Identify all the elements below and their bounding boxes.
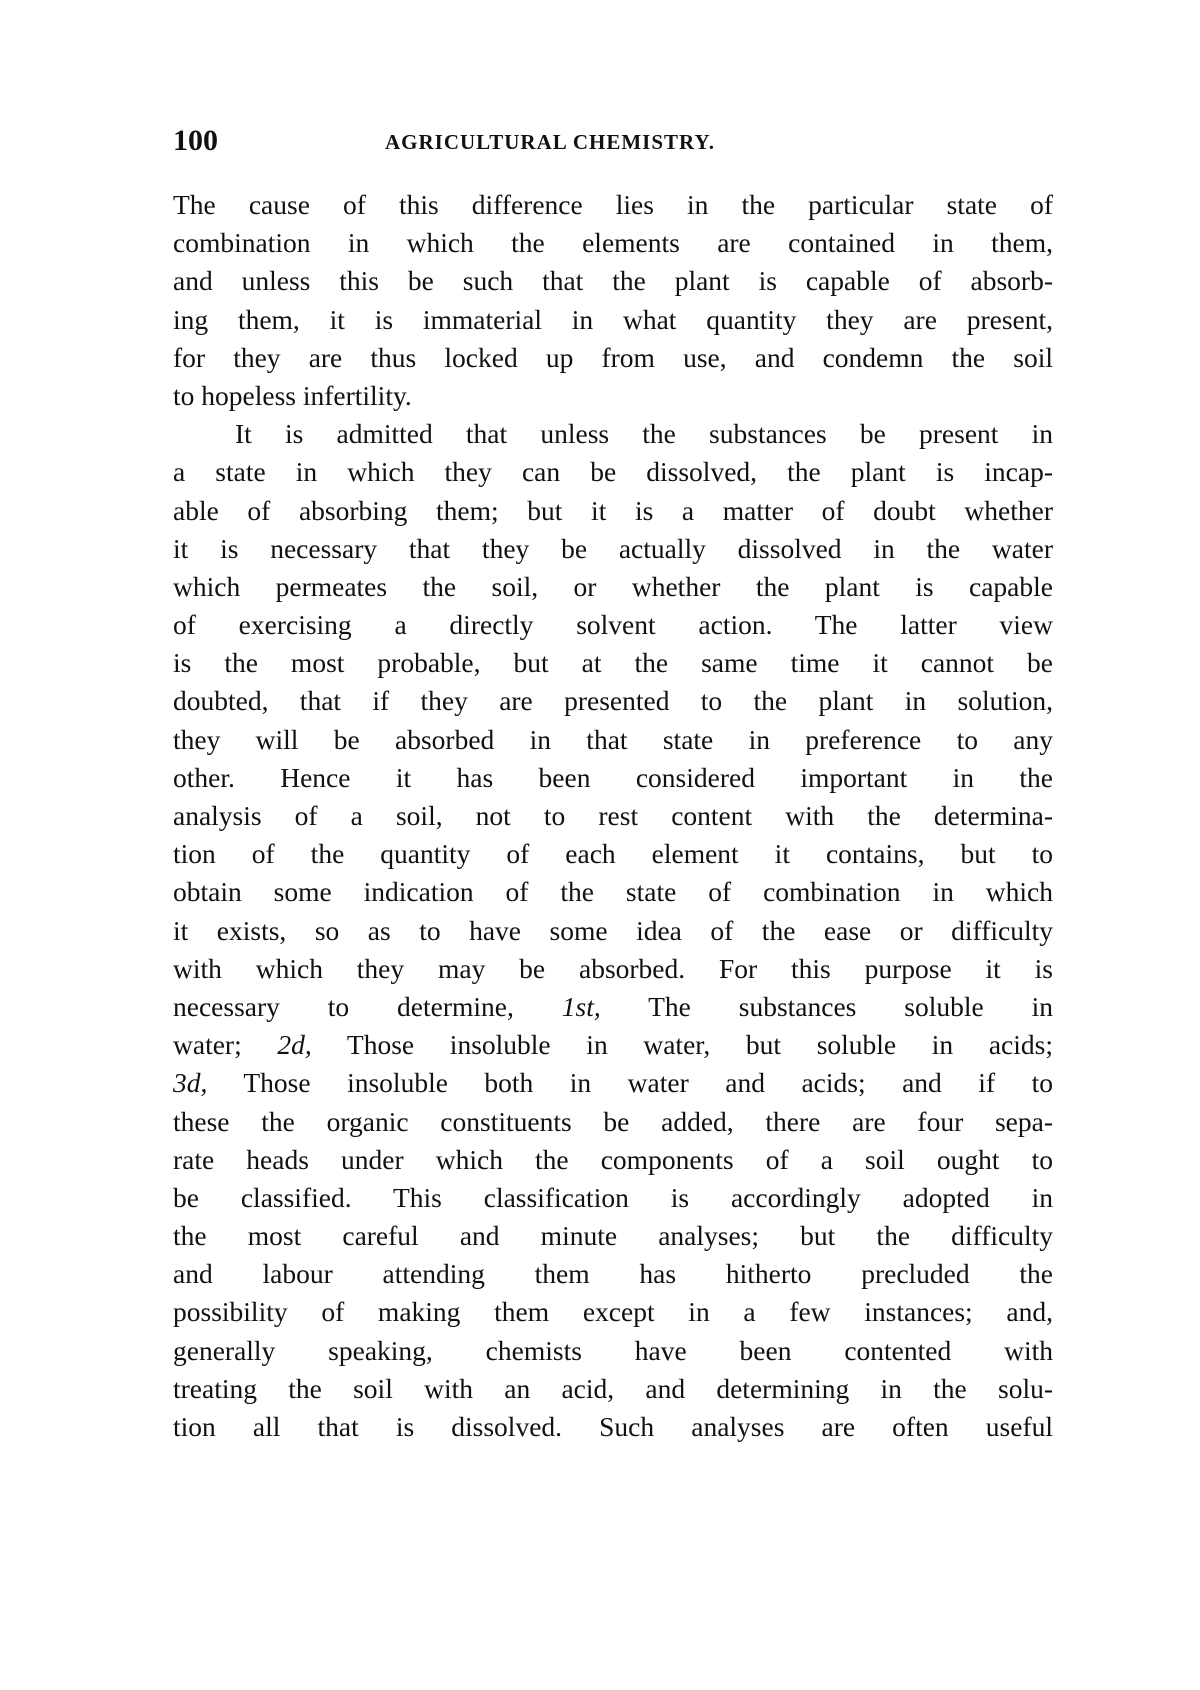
text-line: and unless this be such that the plant is capable of absorb-	[173, 265, 1053, 297]
text-line: rate heads under which the components of a soil ought to	[173, 1143, 1053, 1175]
text-line: which permeates the soil, or whether the plant is capable	[173, 570, 1053, 602]
text-line	[173, 988, 1053, 1026]
text-line: it exists, so as to have some idea of the ease or difficulty	[173, 914, 1053, 946]
text-line: The cause of this difference lies in the particular state of	[173, 189, 1053, 220]
italic-ordinal: 1st,	[561, 990, 601, 1022]
text-line	[173, 1064, 1053, 1102]
text-line: these the organic constituents be added, there are four sepa-	[173, 1105, 1053, 1137]
text-segment: water;	[173, 1029, 278, 1061]
text-line: of exercising a directly solvent action. The latter view	[173, 609, 1053, 641]
text-line: combination in which the elements are contained in them,	[173, 227, 1053, 259]
text-line: analysis of a soil, not to rest content with the determina-	[173, 800, 1053, 831]
text-line: generally speaking, chemists have been contented with	[173, 1334, 1053, 1366]
text-line: doubted, that if they are presented to the plant in solution,	[173, 685, 1053, 717]
text-line: able of absorbing them; but it is a matter of doubt whether	[173, 494, 1053, 526]
text-line: possibility of making them except in a few instances; and,	[173, 1296, 1053, 1328]
text-line: it is necessary that they be actually dissolved in the water	[173, 532, 1053, 564]
text-segment: Those insoluble both in water and acids; and if to	[207, 1067, 1053, 1099]
italic-ordinal: 3d,	[173, 1067, 208, 1099]
text-line: be classified. This classification is accordingly adopted in	[173, 1181, 1053, 1213]
text-line: obtain some indication of the state of combination in which	[173, 876, 1053, 908]
italic-ordinal: 2d,	[277, 1029, 312, 1061]
text-line: tion of the quantity of each element it contains, but to	[173, 838, 1053, 870]
page-header	[173, 124, 1053, 160]
text-segment: Those insoluble in water, but soluble in acids;	[311, 1029, 1053, 1061]
text-line: they will be absorbed in that state in preference to any	[173, 723, 1053, 755]
text-line: other. Hence it has been considered important in the	[173, 761, 1053, 793]
text-line: to hopeless infertility.	[173, 379, 412, 411]
text-line: treating the soil with an acid, and determining in the solu-	[173, 1372, 1053, 1404]
page-number: 100	[173, 124, 218, 157]
text-line: It is admitted that unless the substances be present in	[235, 418, 1053, 450]
text-line: and labour attending them has hitherto precluded the	[173, 1258, 1053, 1290]
text-line: with which they may be absorbed. For this purpose it is	[173, 952, 1053, 984]
text-line: ing them, it is immaterial in what quantity they are present,	[173, 303, 1053, 335]
running-title: AGRICULTURAL CHEMISTRY.	[385, 130, 715, 154]
body-text	[173, 186, 1053, 1446]
text-line: tion all that is dissolved. Such analyses are often useful	[173, 1411, 1053, 1442]
text-line: a state in which they can be dissolved, the plant is incap-	[173, 456, 1053, 488]
text-line: is the most probable, but at the same time it cannot be	[173, 647, 1053, 679]
text-segment: necessary to determine,	[173, 990, 562, 1022]
text-line	[173, 1026, 1053, 1064]
text-line: the most careful and minute analyses; but the difficulty	[173, 1220, 1053, 1252]
text-line: for they are thus locked up from use, and condemn the soil	[173, 341, 1053, 373]
text-segment: The substances soluble in	[600, 990, 1053, 1022]
